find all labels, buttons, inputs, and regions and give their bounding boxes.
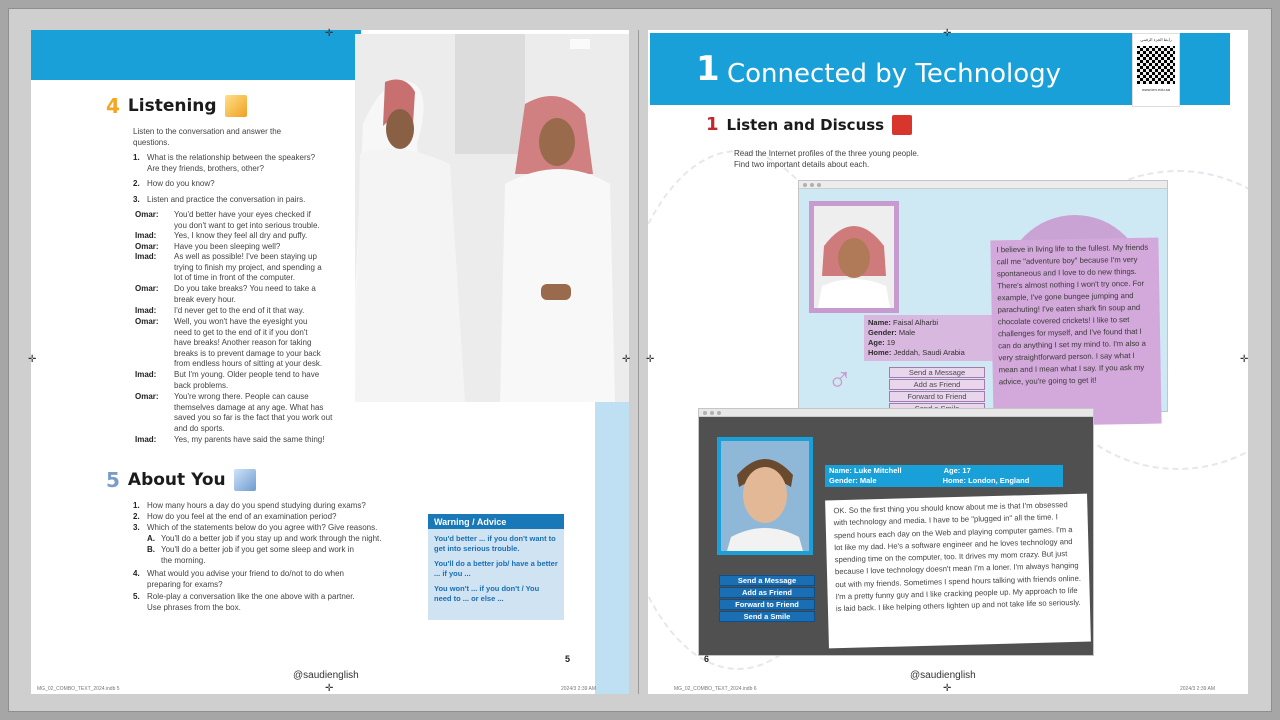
- section-1-heading: [706, 114, 912, 135]
- item-text: How do you feel at the end of an examination period?: [147, 512, 337, 521]
- dialogue-text: I'd never get to the end of it that way.: [174, 306, 305, 315]
- dialogue-line: [135, 252, 375, 284]
- unit-number: 1: [696, 49, 720, 89]
- item-number: 5.: [133, 592, 140, 601]
- intro-line: Read the Internet profiles of the three young people.: [734, 149, 920, 158]
- dialogue-text: Yes, my parents have said the same thing!: [174, 435, 325, 444]
- registration-mark-icon: ✛: [622, 354, 631, 365]
- speaker-name: Omar:: [135, 241, 159, 251]
- speaker-name: Omar:: [135, 210, 159, 219]
- intro-line: Listen to the conversation and answer the: [133, 127, 282, 136]
- list-item: [133, 500, 366, 511]
- window-dot-icon: [717, 411, 721, 415]
- avatar: [721, 441, 809, 551]
- dialogue-text: have breaks! Another reason for taking: [174, 338, 312, 347]
- window-dot-icon: [710, 411, 714, 415]
- profile-name: Luke Mitchell: [854, 466, 902, 475]
- profile-home: Jeddah, Saudi Arabia: [893, 348, 965, 357]
- window-dot-icon: [817, 183, 821, 187]
- item-text: Are they friends, brothers, other?: [147, 164, 264, 173]
- warning-advice-box: [428, 514, 564, 620]
- registration-mark-icon: ✛: [325, 28, 334, 39]
- item-number: 2.: [133, 179, 140, 188]
- box-title: Warning / Advice: [428, 514, 564, 529]
- profile-actions: [719, 575, 815, 623]
- footer-date: 2024/3 2:39 AM: [561, 686, 597, 692]
- item-number: B.: [147, 545, 155, 554]
- dialogue-text: themselves damage at any age. What has: [174, 402, 324, 412]
- window-titlebar: [799, 181, 1167, 189]
- list-item: [133, 522, 377, 533]
- section-title: Listening: [127, 96, 217, 116]
- dialogue-text: from endless hours of sitting at your desk.: [174, 359, 323, 368]
- dialogue-text: Well, you won't have the eyesight you: [174, 317, 308, 326]
- section-4-intro: [133, 126, 281, 148]
- dialogue-text: Do you take breaks? You need to take a: [174, 284, 316, 293]
- dialogue-text: As well as possible! I've been staying up: [174, 252, 317, 261]
- profile-card-luke: [698, 408, 1094, 656]
- section-number: 4: [106, 94, 120, 118]
- dialogue-line: [135, 392, 375, 434]
- list-item: [133, 591, 355, 602]
- speaker-name: Omar:: [135, 284, 159, 293]
- list-item: [133, 568, 344, 579]
- list-item: [133, 511, 336, 522]
- qr-code-icon: [1137, 46, 1175, 84]
- item-text: You'll do a better job if you get some sleep and work in: [161, 545, 354, 554]
- speaker-name: Imad:: [135, 370, 157, 379]
- phrase: You'd better ... if you don't want to get into serious trouble.: [434, 534, 556, 553]
- section-4-heading: [106, 94, 247, 118]
- dialogue-text: You're wrong there. People can cause: [174, 392, 309, 401]
- section-number: 1: [706, 114, 719, 135]
- dialogue-line: [135, 210, 375, 231]
- item-text: How many hours a day do you spend studying during exams?: [147, 501, 366, 510]
- forward-friend-button[interactable]: Forward to Friend: [719, 599, 815, 610]
- list-item: [147, 544, 354, 555]
- registration-mark-icon: ✛: [943, 28, 952, 39]
- registration-mark-icon: ✛: [646, 354, 655, 365]
- top-color-band: [31, 30, 361, 80]
- phrase: You won't ... if you don't / You need to ... or else ...: [434, 584, 540, 603]
- speaker-name: Imad:: [135, 252, 157, 261]
- dialogue-text: saved you so far is the fact that you work out: [174, 413, 333, 422]
- item-text: preparing for exams?: [147, 580, 223, 589]
- item-text: What would you advise your friend to do/not to do when: [147, 569, 345, 578]
- item-number: 3.: [133, 195, 140, 204]
- profile-age: 17: [962, 466, 971, 475]
- item-text: the morning.: [161, 556, 206, 565]
- side-color-strip: [595, 402, 629, 694]
- qr-code[interactable]: [1132, 33, 1180, 107]
- item-number: 4.: [133, 569, 140, 578]
- profile-photo: [717, 437, 813, 555]
- intro-line: Find two important details about each.: [734, 160, 870, 169]
- dialogue-text: breaks is to prevent damage to your back: [174, 348, 321, 358]
- item-text: How do you know?: [147, 179, 215, 188]
- refresh-icon: [892, 115, 912, 135]
- info-label: Name:: [829, 466, 852, 475]
- section-5-heading: [106, 468, 256, 492]
- dialogue-line: [135, 317, 375, 370]
- section-title: About You: [127, 470, 226, 490]
- item-number: 3.: [133, 523, 140, 532]
- dialogue-text: break every hour.: [174, 294, 236, 304]
- dialogue-text: and do sports.: [174, 423, 225, 433]
- profile-card-faisal: [798, 180, 1168, 412]
- profile-home: London, England: [968, 476, 1030, 485]
- list-item: [147, 579, 223, 590]
- section-1-intro: [734, 148, 919, 170]
- speaker-name: Imad:: [135, 306, 157, 315]
- info-label: Gender:: [868, 328, 897, 337]
- speaker-name: Imad:: [135, 231, 157, 240]
- dialogue-text: lot of time in front of the computer.: [174, 273, 295, 282]
- info-label: Age:: [943, 466, 961, 475]
- profile-age: 19: [886, 338, 896, 347]
- dialogue-text: need to get to the end of it if you don't: [174, 327, 308, 337]
- page-gutter: [638, 30, 639, 694]
- profile-photo: [809, 201, 899, 313]
- dialogue-line: [135, 231, 375, 242]
- info-label: Gender:: [829, 476, 858, 485]
- section-title: Listen and Discuss: [726, 115, 885, 134]
- intro-line: questions.: [133, 138, 170, 147]
- forward-friend-button[interactable]: Forward to Friend: [889, 391, 985, 402]
- headphones-icon: [225, 95, 247, 117]
- registration-mark-icon: ✛: [325, 683, 334, 694]
- registration-mark-icon: ✛: [28, 354, 37, 365]
- list-item: [147, 533, 382, 544]
- social-handle: @saudienglish: [293, 670, 359, 681]
- dialogue-line: [135, 370, 375, 391]
- add-friend-button[interactable]: Add as Friend: [719, 587, 815, 598]
- speaker-name: Omar:: [135, 317, 159, 326]
- speaker-name: Omar:: [135, 392, 159, 401]
- item-number: A.: [147, 534, 155, 543]
- profile-info: [825, 465, 1063, 487]
- profile-name: Faisal Alharbi: [893, 318, 939, 327]
- add-friend-button[interactable]: Add as Friend: [889, 379, 985, 390]
- dialogue-line: [135, 435, 375, 446]
- photo-illustration: [355, 34, 629, 402]
- list-item: [133, 194, 305, 205]
- phrase: You'll do a better job/ have a better ... if you ...: [434, 559, 558, 578]
- list-item: [147, 602, 241, 613]
- dialogue-line: [135, 284, 375, 305]
- avatar: [814, 206, 894, 308]
- section-number: 5: [106, 468, 120, 492]
- speaker-name: Imad:: [135, 435, 157, 444]
- send-message-button[interactable]: Send a Message: [889, 367, 985, 378]
- page-number: 6: [704, 654, 710, 664]
- item-number: 1.: [133, 153, 140, 162]
- profile-bio: OK. So the first thing you should know about me is that I'm obsessed with technology and media. I have to be "plugged in" all the time. I spend hours each day on the Web and playing computer games. I'm a lot like my dad. He's a software engineer and he loves technology and spending time on the computer, too. It drives my mom crazy. But just because I love technology doesn't mean I'm a loner. I'm always hanging out with my friends. Sometimes I spend hours talking with friends online. I'm a pretty funny guy and I like cracking people up. My approach to life is laid back. I like helping others lighten up and not take life so seriously.: [825, 494, 1091, 649]
- list-item: [133, 152, 315, 174]
- info-label: Home:: [942, 476, 966, 485]
- dialogue-text: Have you been sleeping well?: [174, 241, 281, 251]
- list-item: [133, 178, 215, 189]
- footer-file: MG_02_COMBO_TEXT_2024.indb 6: [674, 686, 757, 692]
- dialogue-text: trying to finish my project, and spending a: [174, 262, 322, 272]
- dialogue-line: [135, 306, 375, 317]
- dialogue-text: you don't want to get into serious trouble.: [174, 220, 320, 230]
- profile-gender: Male: [859, 476, 877, 485]
- info-label: Age:: [868, 338, 885, 347]
- page-number: 5: [565, 654, 571, 664]
- footer-file: MG_02_COMBO_TEXT_2024.indb 5: [37, 686, 120, 692]
- send-message-button[interactable]: Send a Message: [719, 575, 815, 586]
- social-handle: @saudienglish: [910, 670, 976, 681]
- qr-caption: رابط الجزء الرقمي: [1140, 37, 1172, 42]
- profile-gender: Male: [898, 328, 916, 337]
- item-text: Which of the statements below do you agree with? Give reasons.: [147, 523, 378, 532]
- window-dot-icon: [703, 411, 707, 415]
- item-text: You'll do a better job if you stay up and work through the night.: [161, 534, 382, 543]
- item-text: Listen and practice the conversation in pairs.: [147, 195, 306, 204]
- item-text: What is the relationship between the speakers?: [147, 153, 316, 162]
- dialogue-text: back problems.: [174, 380, 229, 390]
- person-icon: [234, 469, 256, 491]
- dialogue-text: Yes, I know they feel all dry and puffy.: [174, 231, 308, 240]
- window-dot-icon: [810, 183, 814, 187]
- photo-two-men: [355, 34, 629, 402]
- send-smile-button[interactable]: Send a Smile: [719, 611, 815, 622]
- unit-title: Connected by Technology: [727, 59, 1062, 89]
- dialogue-text: You'd better have your eyes checked if: [174, 210, 311, 219]
- dialogue-line: [135, 242, 375, 253]
- right-page: [648, 30, 1248, 694]
- list-item: [161, 555, 205, 566]
- profile-info: [864, 315, 994, 361]
- window-titlebar: [699, 409, 1093, 417]
- left-page: [31, 30, 629, 694]
- footer-date: 2024/3 2:39 AM: [1180, 686, 1216, 692]
- registration-mark-icon: ✛: [1240, 354, 1249, 365]
- item-number: 2.: [133, 512, 140, 521]
- dialogue-text: But I'm young. Older people tend to have: [174, 370, 320, 379]
- window-dot-icon: [803, 183, 807, 187]
- item-text: Use phrases from the box.: [147, 603, 241, 612]
- qr-url: www.ien.edu.sa: [1141, 87, 1170, 92]
- registration-mark-icon: ✛: [943, 683, 952, 694]
- info-label: Name:: [868, 318, 891, 327]
- profile-bio: I believe in living life to the fullest. My friends call me "adventure boy" because I'm very spontaneous and I love to do new things. There's almost nothing I won't try once. For example, I've gone bungee jumping and parachuting! I've eaten shark fin soup and chocolate covered crickets! I like to set challenges for myself, and I've found that I can do anything I set my mind to. I'm also a very straightforward person. I say what I mean and I mean what I say. If you ask my advice, you're going to get it!: [990, 238, 1161, 427]
- info-label: Home:: [868, 348, 892, 357]
- person-silhouette-icon: ♂: [827, 361, 853, 399]
- item-text: Role-play a conversation like the one above with a partner.: [147, 592, 355, 601]
- item-number: 1.: [133, 501, 140, 510]
